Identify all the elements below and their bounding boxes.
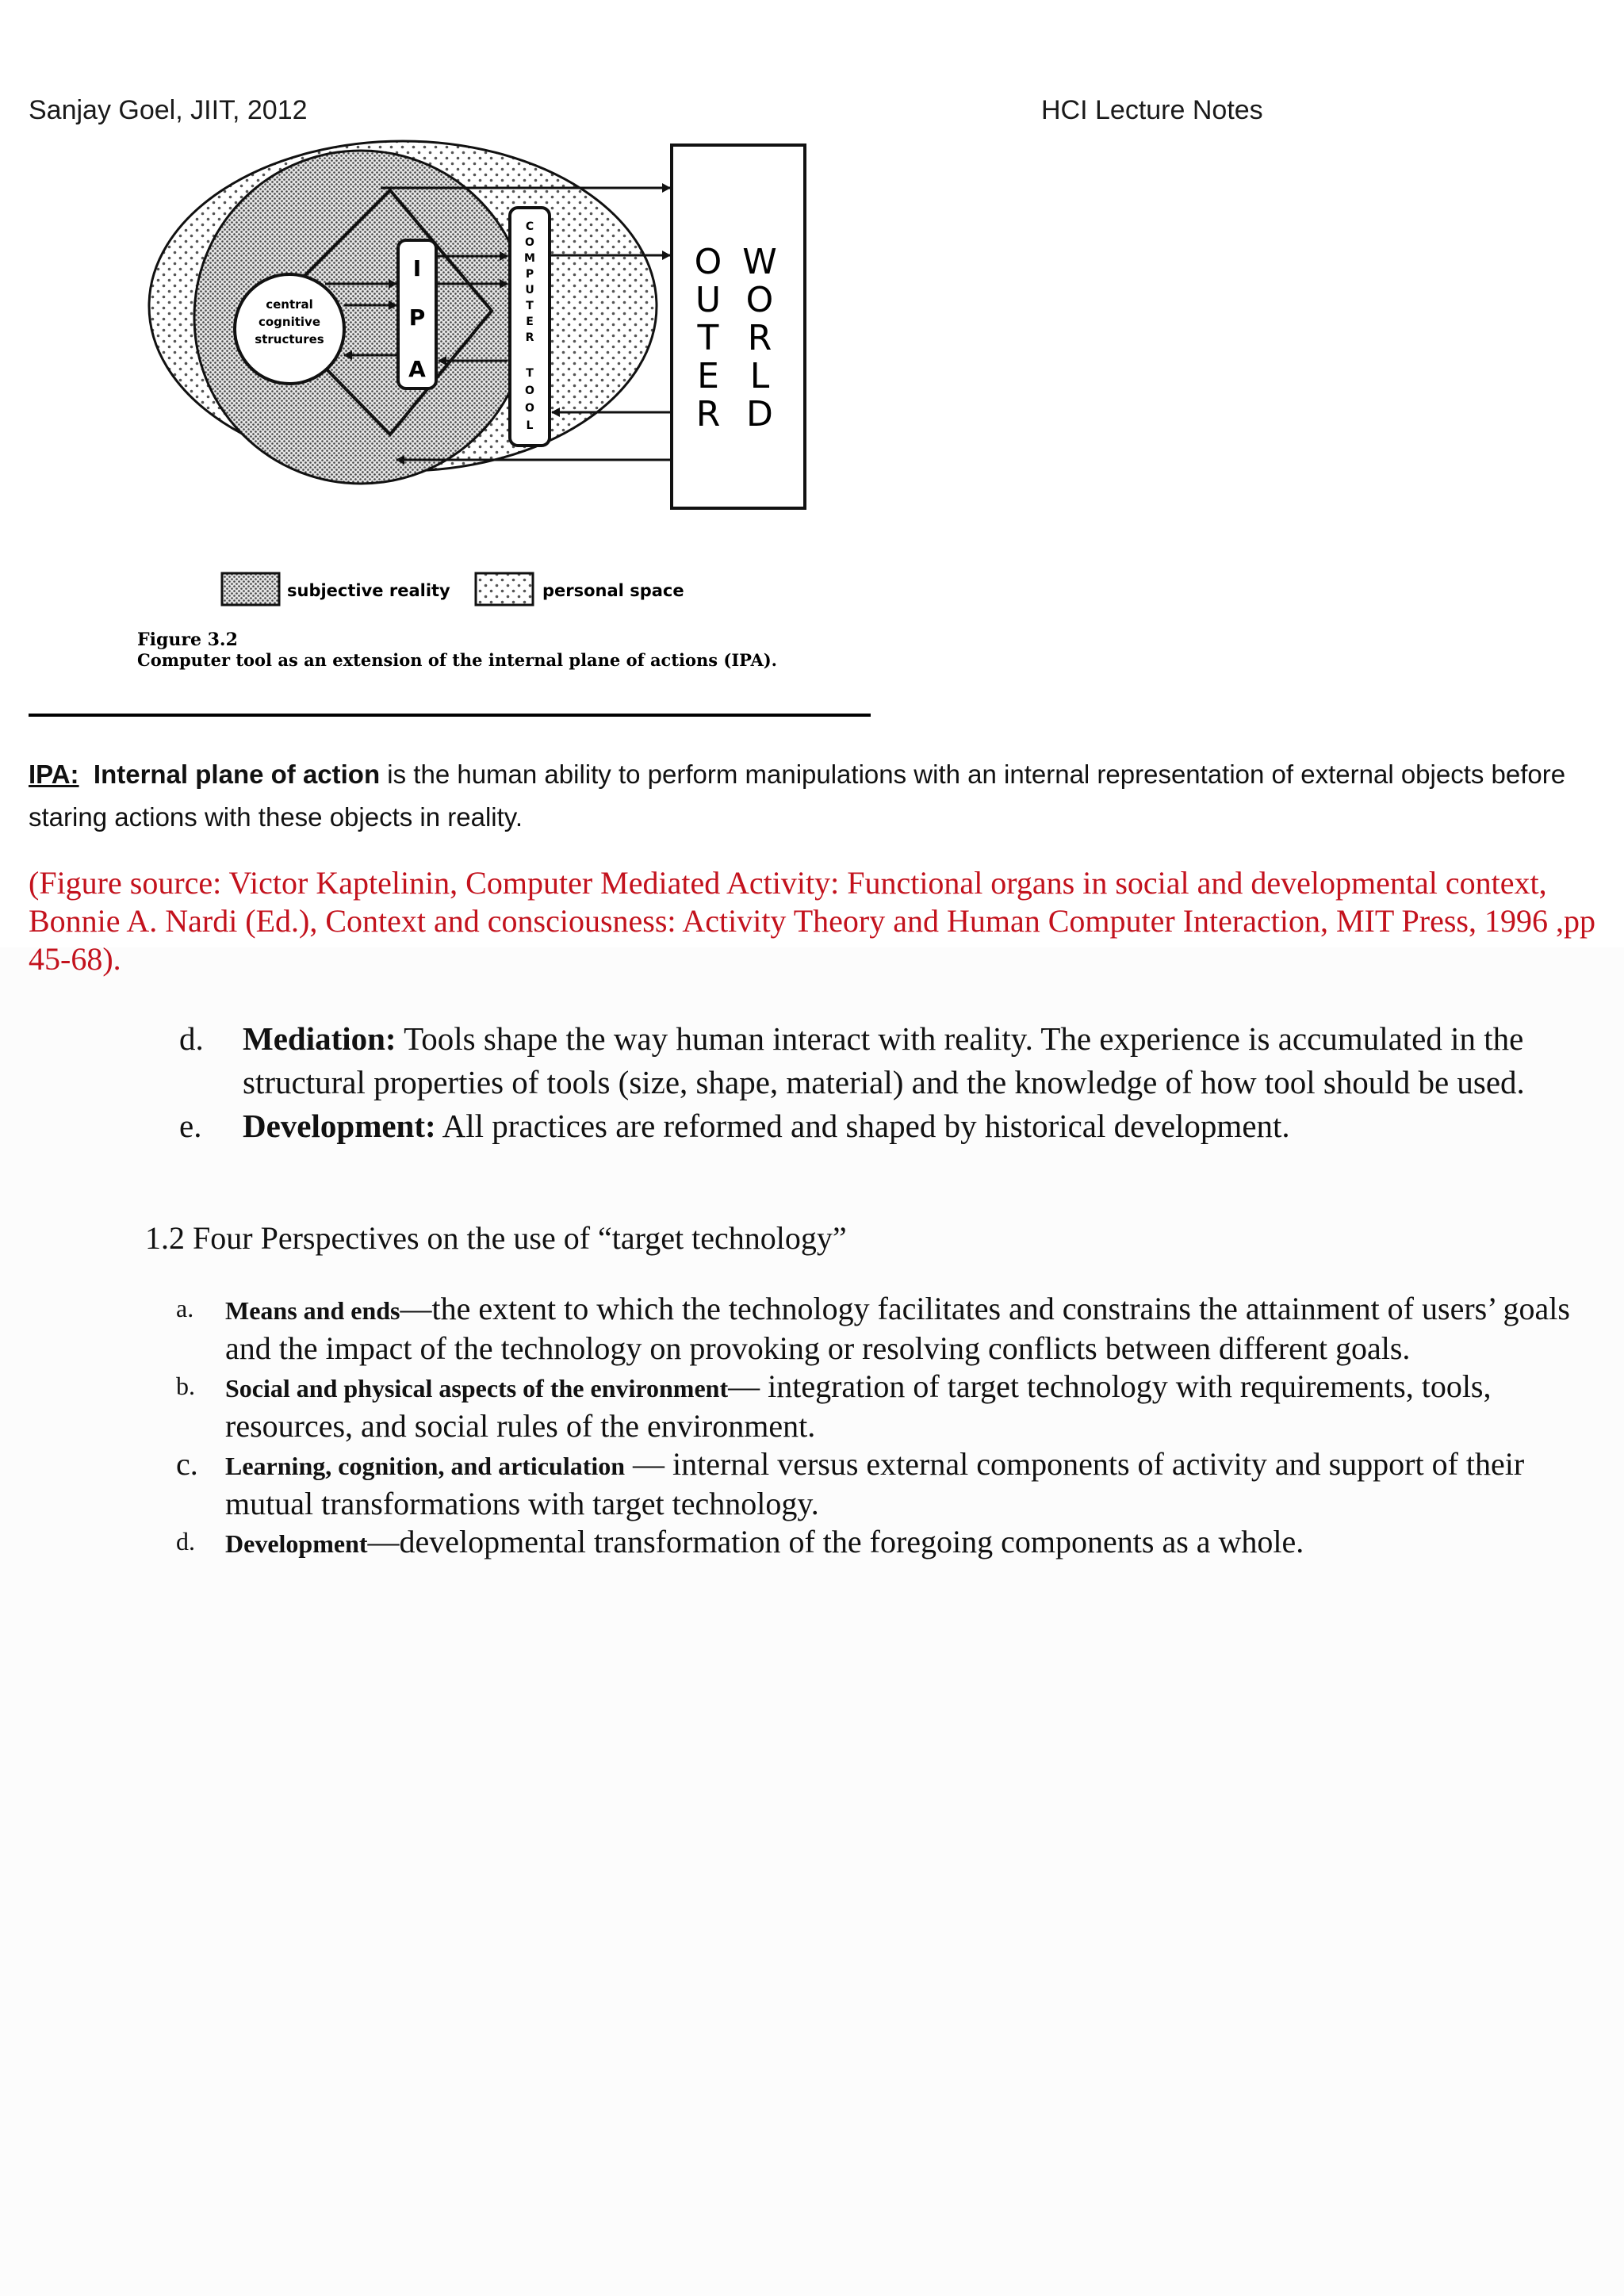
list-item-title: Learning, cognition, and articulation [225, 1452, 626, 1480]
principles-list [179, 1017, 1575, 1148]
perspectives-list [176, 1290, 1588, 1563]
tool-letter-m: M [524, 252, 535, 265]
central-label-line-3: structures [255, 332, 324, 346]
central-cognitive-structures-circle [235, 274, 344, 384]
outer-letter-r: R [695, 394, 721, 434]
legend-label-subjective: subjective reality [287, 581, 450, 600]
outer-world-box [672, 145, 805, 508]
list-marker: c. [176, 1446, 198, 1482]
figure-caption-title: Figure 3.2 [137, 629, 238, 650]
list-item-title: Development: [243, 1108, 436, 1144]
header-course-title: HCI Lecture Notes [1041, 95, 1263, 125]
tool-letter-r: R [525, 331, 534, 344]
legend-swatch-subjective [222, 573, 279, 605]
list-item-text: —developmental transformation of the foregoing components as a whole. [367, 1524, 1304, 1559]
outer-letter-t: T [697, 318, 719, 358]
figure-caption-text: Computer tool as an extension of the internal plane of actions (IPA). [137, 650, 777, 670]
world-letter-w: W [742, 242, 777, 282]
list-item-development-perspective [176, 1523, 1588, 1563]
list-item-learning-cognition [176, 1445, 1588, 1522]
section-heading: 1.2 Four Perspectives on the use of “target technology” [145, 1220, 847, 1256]
list-marker: e. [179, 1108, 202, 1144]
outer-letter-u: U [695, 280, 722, 320]
list-item-title: Means and ends [225, 1296, 400, 1325]
ipa-term: Internal plane of action [93, 760, 381, 789]
list-marker: d. [176, 1527, 195, 1556]
list-item-means-and-ends [176, 1290, 1588, 1367]
outer-letter-o: O [694, 242, 722, 282]
list-marker: d. [179, 1020, 204, 1057]
central-label-line-1: central [266, 297, 313, 312]
central-label-line-2: cognitive [258, 315, 321, 329]
tool-letter-o2: O [525, 385, 534, 397]
figure-source-note: (Figure source: Victor Kaptelinin, Computer Mediated Activity: Functional organs in social and developmental context, Bonnie A. Nardi (Ed.), Context and consciousness: Activity Theory and Human Computer Interaction, MIT Press, 1996 ,pp 45-68). [29, 865, 1595, 977]
tool-letter-p: P [525, 268, 534, 281]
list-item-text: Tools shape the way human interact with reality. The experience is accumulated in the structural properties of tools (size, shape, material) and the knowledge of how tool should be used. [243, 1020, 1525, 1100]
list-item-title: Mediation: [243, 1020, 396, 1057]
header-author: Sanjay Goel, JIIT, 2012 [29, 95, 308, 125]
ipa-diagram-figure [127, 135, 841, 682]
list-marker: a. [176, 1294, 194, 1322]
list-item-text: All practices are reformed and shaped by historical development. [435, 1108, 1290, 1144]
list-item-title: Social and physical aspects of the environment [225, 1374, 729, 1402]
list-item-text: — integration of target technology with requirements, tools, resources, and social rules of the environment. [225, 1368, 1492, 1444]
list-marker: b. [176, 1372, 195, 1400]
page-background-lower [0, 947, 1624, 2296]
list-item-social-physical [176, 1368, 1588, 1445]
world-letter-o: O [745, 280, 774, 320]
list-item-development [179, 1104, 1575, 1148]
world-letter-d: D [746, 394, 773, 434]
tool-letter-l: L [526, 419, 534, 432]
list-item-text: — internal versus external components of activity and support of their mutual transformations with target technology. [225, 1446, 1525, 1521]
ipa-label: IPA: [29, 760, 79, 789]
legend-swatch-personal [476, 573, 533, 605]
ipa-letter-p: P [408, 304, 426, 331]
list-item-title: Development [225, 1529, 368, 1558]
ipa-letter-a: A [408, 356, 426, 382]
tool-letter-c: C [525, 220, 534, 233]
tool-letter-o3: O [525, 402, 534, 415]
tool-letter-u: U [525, 284, 534, 297]
world-letter-r: R [747, 318, 772, 358]
list-item-mediation [179, 1017, 1575, 1104]
tool-letter-o: O [525, 236, 534, 249]
ipa-definition-text: is the human ability to perform manipulations with an internal representation of external objects before staring actions with these objects in reality. [29, 760, 1566, 832]
outer-letter-e: E [697, 356, 719, 396]
legend-label-personal: personal space [542, 581, 684, 600]
ipa-letter-i: I [412, 255, 422, 281]
tool-letter-t: T [526, 300, 534, 312]
list-item-text: —the extent to which the technology facilitates and constrains the attainment of users’ goals and the impact of the technology on provoking or resolving conflicts between different goals. [225, 1291, 1570, 1366]
world-letter-l: L [749, 356, 770, 396]
tool-letter-t2: T [526, 367, 534, 380]
horizontal-divider [29, 714, 871, 717]
tool-letter-e: E [526, 316, 534, 328]
ipa-definition-paragraph [29, 753, 1599, 839]
